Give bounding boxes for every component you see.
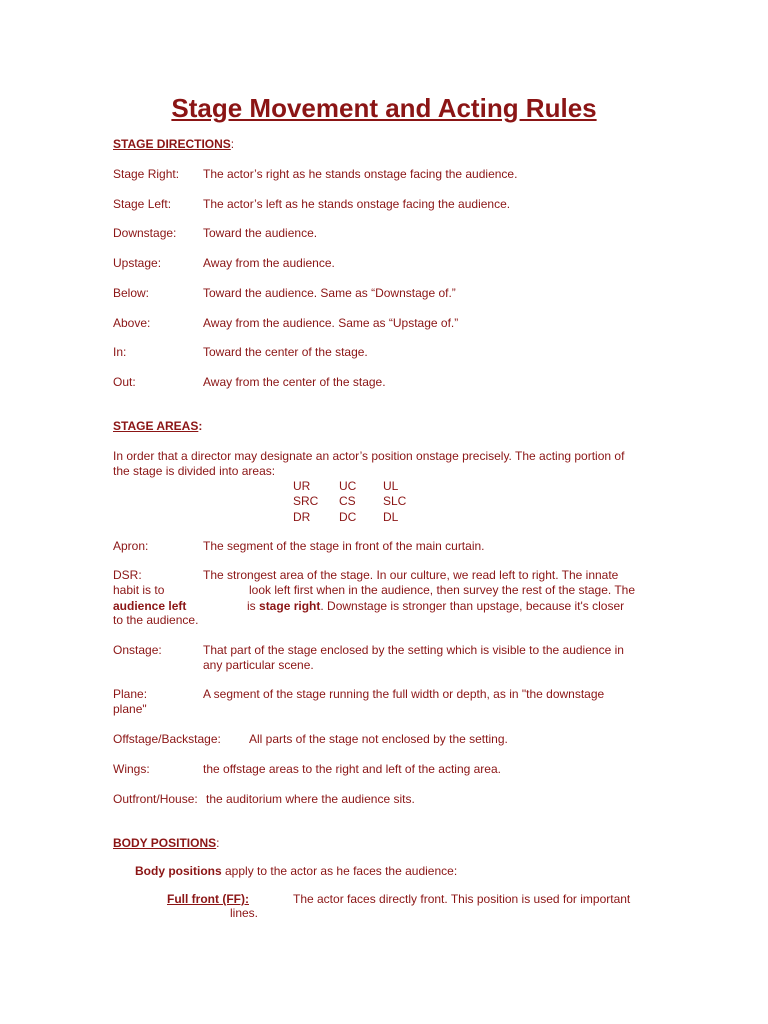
area-slc: SLC	[383, 494, 407, 508]
page-title: Stage Movement and Acting Rules	[171, 93, 597, 123]
def-stage-right: The actor’s right as he stands onstage facing the audience.	[203, 167, 518, 181]
def-onstage-line2: any particular scene.	[203, 658, 314, 672]
def-dsr-line3b: is	[247, 599, 256, 613]
body-positions-heading-text: BODY POSITIONS	[113, 836, 217, 850]
def-out: Away from the center of the stage.	[203, 375, 386, 389]
body-positions-intro-bold: Body positions	[135, 864, 222, 878]
term-wings: Wings:	[113, 762, 150, 776]
area-ul: UL	[383, 479, 399, 493]
body-positions-intro	[135, 864, 457, 879]
def-above: Away from the audience. Same as “Upstage of.”	[203, 316, 459, 330]
term-apron: Apron:	[113, 539, 149, 553]
def-full-front-line1: The actor faces directly front. This position is used for important	[293, 892, 631, 906]
def-plane-line2: plane"	[113, 702, 147, 716]
def-downstage: Toward the audience.	[203, 226, 318, 240]
term-stage-right: Stage Right:	[113, 167, 180, 181]
body-positions-intro-rest: apply to the actor as he faces the audience:	[221, 864, 458, 878]
term-upstage: Upstage:	[113, 256, 162, 270]
stage-directions-heading	[113, 137, 234, 152]
term-above: Above:	[113, 316, 151, 330]
stage-areas-heading-colon: :	[198, 419, 203, 433]
term-plane: Plane:	[113, 687, 148, 701]
term-onstage: Onstage:	[113, 643, 162, 657]
area-dl: DL	[383, 510, 399, 524]
stage-areas-heading-text: STAGE AREAS	[113, 419, 199, 433]
def-full-front-line2: lines.	[230, 906, 259, 920]
def-dsr-line3d: . Downstage is stronger than upstage, because it's closer	[320, 599, 625, 613]
def-dsr-line3a: audience left	[113, 599, 187, 613]
term-downstage: Downstage:	[113, 226, 177, 240]
term-out: Out:	[113, 375, 136, 389]
body-positions-heading	[113, 836, 219, 851]
def-dsr-line4: to the audience.	[113, 613, 199, 627]
def-apron: The segment of the stage in front of the main curtain.	[203, 539, 485, 553]
def-wings: the offstage areas to the right and left of the acting area.	[203, 762, 501, 776]
stage-areas-intro-line2: the stage is divided into areas:	[113, 464, 276, 478]
def-dsr-line2a: habit is to	[113, 583, 165, 597]
def-dsr-line3c: stage right	[259, 599, 321, 613]
def-offstage: All parts of the stage not enclosed by the setting.	[249, 732, 508, 746]
body-positions-heading-colon: :	[216, 836, 220, 850]
area-uc: UC	[339, 479, 357, 493]
area-src: SRC	[293, 494, 319, 508]
def-upstage: Away from the audience.	[203, 256, 335, 270]
area-dr: DR	[293, 510, 311, 524]
term-dsr: DSR:	[113, 568, 142, 582]
stage-areas-heading	[113, 419, 202, 434]
term-in: In:	[113, 345, 127, 359]
stage-areas-intro-line1: In order that a director may designate an actor’s position onstage precisely. The acting portion of	[113, 449, 625, 463]
def-dsr-line3	[247, 599, 624, 614]
term-outfront: Outfront/House:	[113, 792, 198, 806]
def-stage-left: The actor’s left as he stands onstage facing the audience.	[203, 197, 511, 211]
stage-directions-heading-text: STAGE DIRECTIONS	[113, 137, 231, 151]
def-below: Toward the audience. Same as “Downstage of.”	[203, 286, 456, 300]
term-offstage: Offstage/Backstage:	[113, 732, 221, 746]
def-plane-line1: A segment of the stage running the full width or depth, as in "the downstage	[203, 687, 605, 701]
area-ur: UR	[293, 479, 311, 493]
area-dc: DC	[339, 510, 357, 524]
term-full-front: Full front (FF):	[167, 892, 249, 906]
term-below: Below:	[113, 286, 150, 300]
def-in: Toward the center of the stage.	[203, 345, 368, 359]
term-stage-left: Stage Left:	[113, 197, 172, 211]
def-dsr-line2b: look left first when in the audience, then survey the rest of the stage. The	[249, 583, 636, 597]
stage-directions-heading-colon: :	[230, 137, 235, 151]
area-cs: CS	[339, 494, 356, 508]
def-dsr-line1: The strongest area of the stage. In our culture, we read left to right. The innate	[203, 568, 619, 582]
def-outfront: the auditorium where the audience sits.	[206, 792, 415, 806]
def-onstage-line1: That part of the stage enclosed by the setting which is visible to the audience in	[203, 643, 624, 657]
